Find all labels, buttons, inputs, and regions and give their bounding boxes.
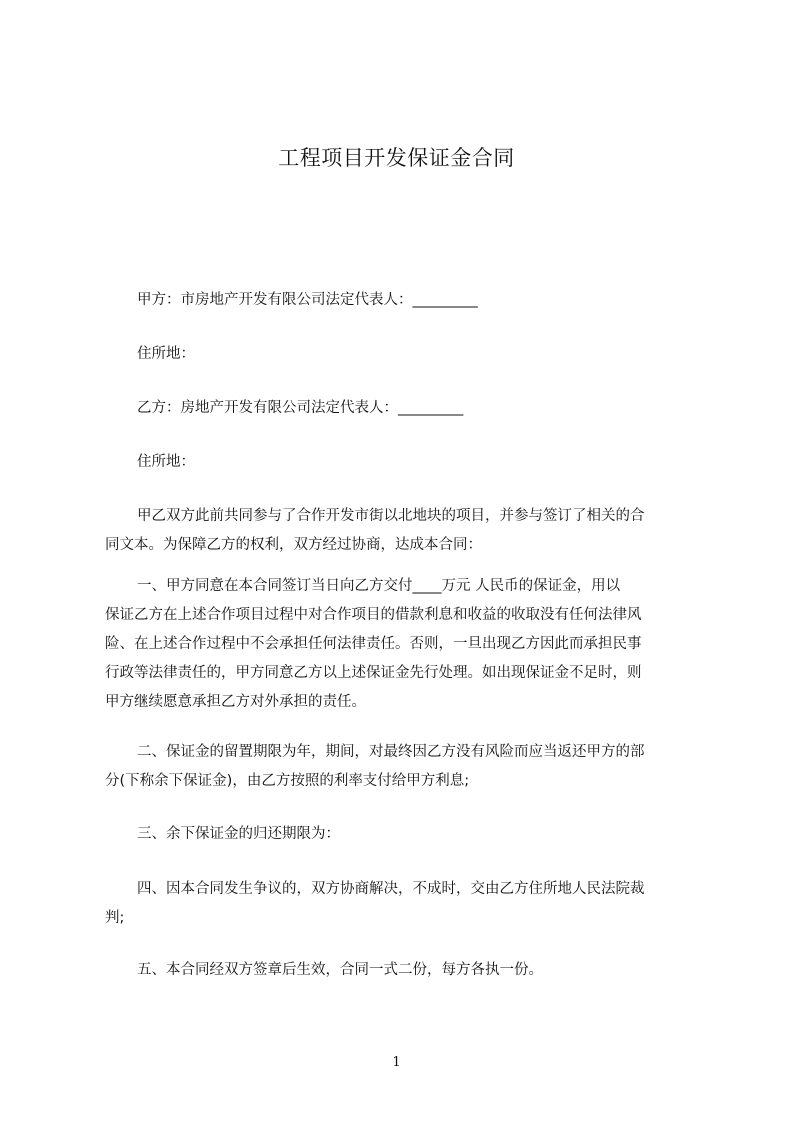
clause-2-line: 分(下称余下保证金)，由乙方按照的利率支付给甲方利息; bbox=[105, 773, 470, 789]
intro-line: 同文本。为保障乙方的权利，双方经过协商，达成本合同： bbox=[105, 537, 482, 553]
party-a-line: 甲方：市房地产开发有限公司法定代表人：_________ bbox=[137, 292, 478, 308]
clause-3-paragraph bbox=[105, 820, 700, 849]
page-number: 1 bbox=[392, 1055, 401, 1070]
clause-4-line: 判; bbox=[105, 910, 125, 926]
party-b-paragraph bbox=[105, 394, 700, 423]
clause-5-paragraph bbox=[105, 956, 700, 985]
intro-paragraph bbox=[105, 502, 700, 560]
document-title: 工程项目开发保证金合同 bbox=[278, 146, 515, 170]
party-b-address-paragraph bbox=[105, 448, 700, 477]
clause-4-line: 四、因本合同发生争议的，双方协商解决，不成时，交由乙方住所地人民法院裁 bbox=[137, 881, 645, 897]
clause-2-line: 二、保证金的留置期限为年，期间，对最终因乙方没有风险而应当返还甲方的部 bbox=[137, 744, 645, 760]
party-a-address-line: 住所地： bbox=[137, 346, 195, 362]
clause-2-paragraph bbox=[105, 738, 700, 796]
clause-5-line: 五、本合同经双方签章后生效，合同一式二份，每方各执一份。 bbox=[137, 962, 543, 978]
clause-1-line: 险、在上述合作过程中不会承担任何法律责任。否则，一旦出现乙方因此而承担民事 bbox=[105, 636, 642, 652]
party-a-paragraph bbox=[105, 286, 700, 315]
party-b-address-line: 住所地： bbox=[137, 454, 195, 470]
clause-1-line: 保证乙方在上述合作项目过程中对合作项目的借款利息和收益的收取没有任何法律风 bbox=[105, 607, 642, 623]
clause-1-paragraph bbox=[105, 572, 700, 717]
clause-1-line: 行政等法律责任的，甲方同意乙方以上述保证金先行处理。如出现保证金不足时，则 bbox=[105, 665, 642, 681]
clause-1-line: 一、甲方同意在本合同签订当日向乙方交付____万元 人民币的保证金，用以 bbox=[137, 578, 621, 594]
clause-3-line: 三、余下保证金的归还期限为： bbox=[137, 826, 340, 842]
intro-line: 甲乙双方此前共同参与了合作开发市街以北地块的项目，并参与签订了相关的合 bbox=[137, 508, 645, 524]
party-a-address-paragraph bbox=[105, 340, 700, 369]
clause-1-line: 甲方继续愿意承担乙方对外承担的责任。 bbox=[105, 694, 366, 710]
clause-4-paragraph bbox=[105, 875, 700, 933]
party-b-line: 乙方：房地产开发有限公司法定代表人：_________ bbox=[137, 400, 464, 416]
